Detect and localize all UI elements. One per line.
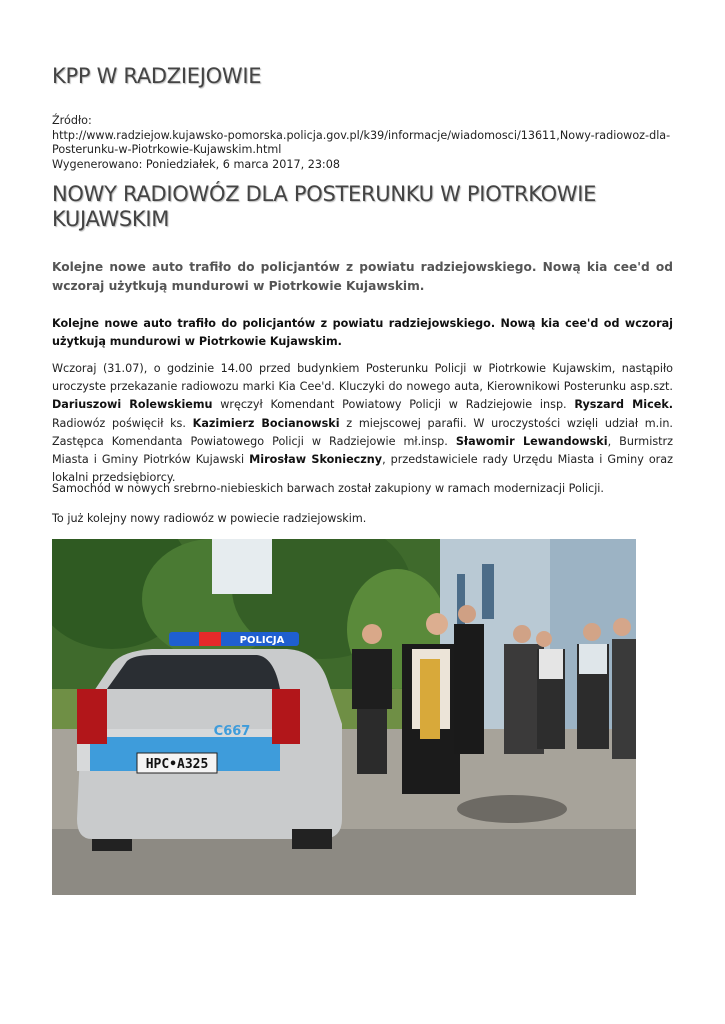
p1-name-skonieczny: Mirosław Skonieczny <box>249 453 383 467</box>
article-lead-repeat: Kolejne nowe auto trafiło do policjantów z powiatu radziejowskiego. Nową kia cee'd od wczoraj użytkują mundurowi w Piotrkowie Kujawskim. <box>52 317 673 348</box>
p1-text-3: Radiowóz poświęcił ks. <box>52 416 193 430</box>
article-paragraph-1 <box>52 360 673 487</box>
photo-car-number: C667 <box>213 724 251 739</box>
photo-police-car <box>77 632 342 851</box>
p1-name-micek: Ryszard Micek. <box>574 398 674 412</box>
p1-text-2: wręczył Komendant Powiatowy Policji w Radziejowie insp. <box>212 398 575 412</box>
source-label: Źródło: <box>52 114 92 127</box>
article-lead: Kolejne nowe auto trafiło do policjantów z powiatu radziejowskiego. Nową kia cee'd od wczoraj użytkują mundurowi w Piotrkowie Kujawskim. <box>52 260 673 293</box>
article-paragraph-3: To już kolejny nowy radiowóz w powiecie radziejowskim. <box>52 512 367 525</box>
generated-date: Wygenerowano: Poniedziałek, 6 marca 2017, 23:08 <box>52 157 340 171</box>
p1-name-bocianowski: Kazimierz Bocianowski <box>192 416 340 430</box>
article-title: NOWY RADIOWÓZ DLA POSTERUNKU W PIOTRKOWIE KUJAWSKIM <box>52 182 597 231</box>
p1-text-4: z miejscowej parafii. W uroczystości wzięli udział m.in. Zastępca Komendanta Powiatowego Policji w Radziejowie mł.insp. <box>52 416 673 448</box>
site-title: KPP W RADZIEJOWIE <box>52 64 262 88</box>
source-url[interactable]: http://www.radziejow.kujawsko-pomorska.policja.gov.pl/k39/informacje/wiadomosci/13611,Nowy-radiowoz-dla-Posterunku-w-Piotrkowie-Kujawskim.html <box>52 128 671 156</box>
p1-text-1: Wczoraj (31.07), o godzinie 14.00 przed budynkiem Posterunku Policji w Piotrkowie Kujawskim, nastąpiło uroczyste przekazanie radiowozu marki Kia Cee'd. Kluczyki do nowego auta, Kierownikowi Posterunku asp.szt. <box>52 362 673 394</box>
article-paragraph-2: Samochód w nowych srebrno-niebieskich barwach został zakupiony w ramach modernizacji Policji. <box>52 482 604 495</box>
p1-name-rolewski: Dariuszowi Rolewskiemu <box>52 398 213 412</box>
photo-lightbar-text: POLICJA <box>239 635 285 646</box>
article-photo <box>52 539 636 895</box>
photo-license-plate: HPC•A325 <box>145 757 209 772</box>
p1-name-lewandowski: Sławomir Lewandowski <box>455 434 608 448</box>
p1-text-5: , Burmistrz Miasta i Gminy Piotrków Kujawski <box>52 434 674 467</box>
p1-text-6: , przedstawiciele rady Urzędu Miasta i Gminy oraz lokalni przedsiębiorcy. <box>52 453 673 485</box>
source-block <box>52 114 673 172</box>
photo-illustration <box>52 539 636 895</box>
